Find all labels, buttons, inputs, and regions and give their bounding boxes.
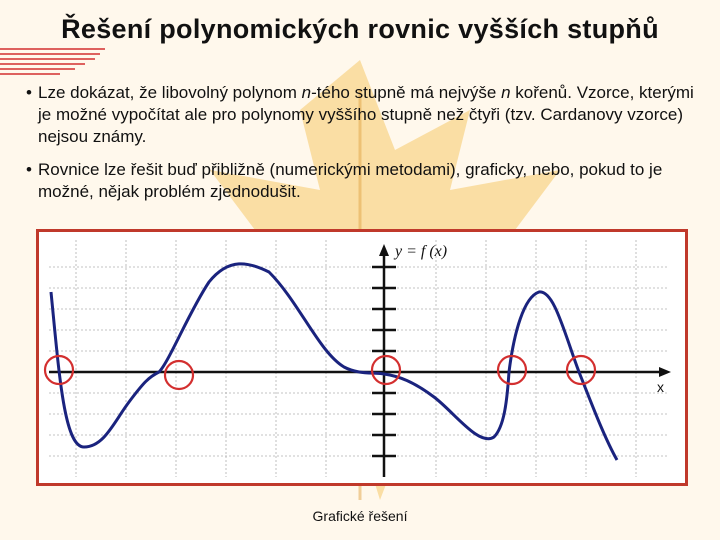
bullet-list [26, 82, 696, 214]
bullet-item-1 [26, 82, 696, 148]
graph-frame [36, 229, 688, 486]
x-axis-label: x [657, 379, 664, 395]
title-decoration-lines [0, 46, 300, 76]
polynomial-graph [39, 232, 685, 483]
grid-lines [49, 240, 669, 477]
page-title: Řešení polynomických rovnic vyšších stupňů [61, 14, 659, 44]
graph-caption: Grafické řešení [312, 508, 408, 524]
y-axis-label: y = f (x) [395, 243, 448, 260]
polynomial-curve [51, 264, 617, 460]
y-axis-arrow [379, 244, 389, 256]
bullet-text: Rovnice lze řešit buď přibližně (numerickými metodami), graficky, nebo, pokud to je možné, nějak problém zjednodušit. [38, 160, 663, 201]
bullet-dot: • [26, 160, 32, 179]
bullet-dot: • [26, 83, 32, 102]
root-marker [372, 356, 400, 384]
bullet-item-2 [26, 159, 696, 203]
x-axis-arrow [659, 367, 671, 377]
root-marker [165, 361, 193, 389]
bullet-text: Lze dokázat, že libovolný polynom n-tého stupně má nejvýše n kořenů. Vzorce, kterými je možné vypočítat ale pro polynomy vyššího stupně než čtyři (tzv. Cardanovy vzorce) nejsou známy. [38, 83, 694, 146]
